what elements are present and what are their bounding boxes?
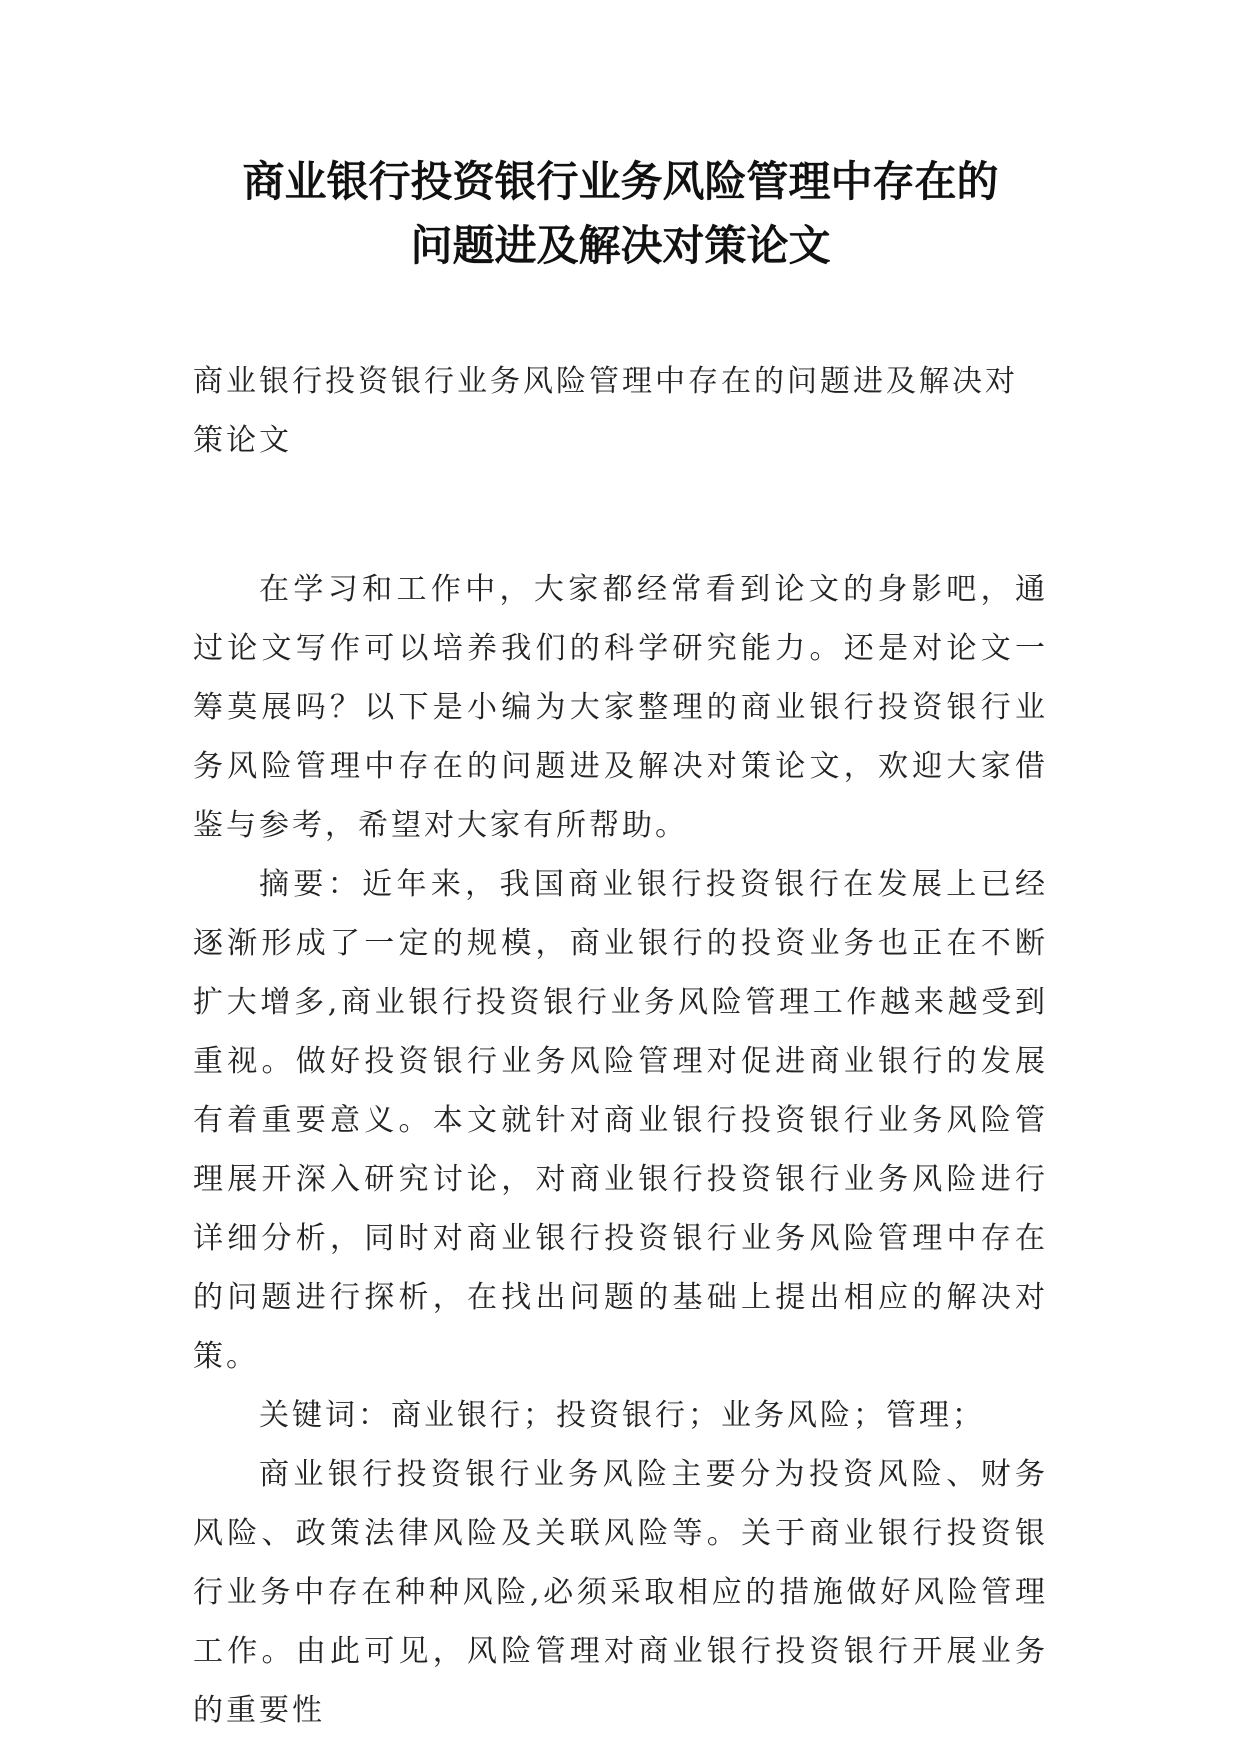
paragraph-keywords: 关键词：商业银行；投资银行；业务风险；管理； (259, 1398, 985, 1433)
title-line-1: 商业银行投资银行业务风险管理中存在的 (242, 157, 999, 206)
document-title (150, 150, 1091, 278)
paragraph-abstract: 摘要：近年来，我国商业银行投资银行在发展上已经逐渐形成了一定的规模，商业银行的投资业务也正在不断扩大增多,商业银行投资银行业务风险管理工作越来越受到重视。做好投资银行业务风险管理对促进商业银行的发展有着重要意义。本文就针对商业银行投资银行业务风险管理展开深入研究讨论，对商业银行投资银行业务风险进行详细分析，同时对商业银行投资银行业务风险管理中存在的问题进行探析，在找出问题的基础上提出相应的解决对策。 (193, 867, 1048, 1374)
paragraph-intro: 在学习和工作中，大家都经常看到论文的身影吧，通过论文写作可以培养我们的科学研究能力。还是对论文一筹莫展吗？以下是小编为大家整理的商业银行投资银行业务风险管理中存在的问题进及解决对策论文，欢迎大家借鉴与参考，希望对大家有所帮助。 (193, 572, 1048, 843)
document-subtitle: 商业银行投资银行业务风险管理中存在的问题进及解决对策论文 (193, 364, 1018, 458)
title-line-2: 问题进及解决对策论文 (410, 221, 831, 270)
paragraph-body: 商业银行投资银行业务风险主要分为投资风险、财务风险、政策法律风险及关联风险等。关于商业银行投资银行业务中存在种种风险,必须采取相应的措施做好风险管理工作。由此可见，风险管理对商业银行投资银行开展业务的重要性 (193, 1457, 1048, 1728)
document-body (193, 352, 1048, 1740)
